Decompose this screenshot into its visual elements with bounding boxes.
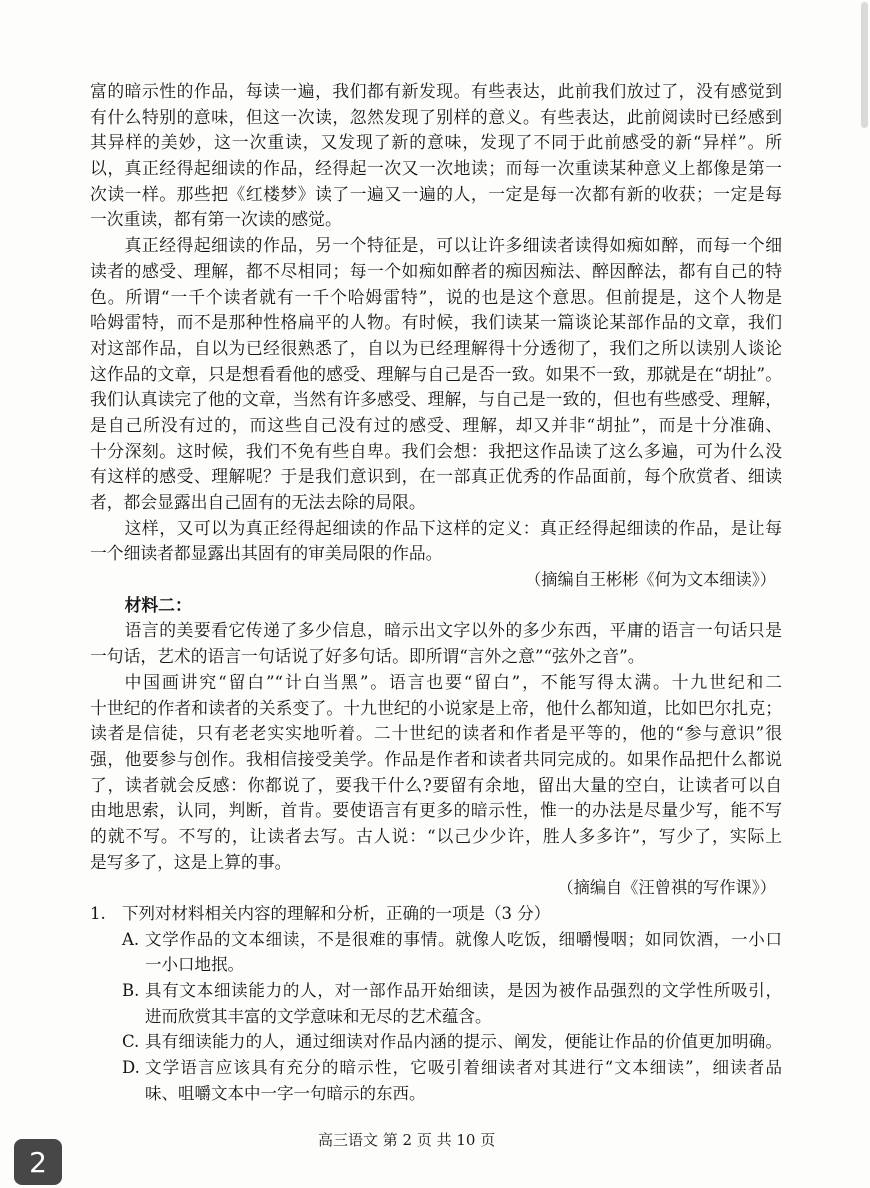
option-b xyxy=(90,978,782,1029)
text-line: 一句话，艺术的语言一句话说了好多句话。即所谓“言外之意”“弦外之音”。 xyxy=(90,646,645,667)
page-footer: 高三语文 第 2 页 共 10 页 xyxy=(318,1131,496,1149)
exam-page-content xyxy=(90,79,782,1107)
option-line xyxy=(90,1055,782,1081)
text-line: 对这部作品，自以为已经很熟悉了，自以为已经理解得十分透彻了，我们之所以读别人谈论 xyxy=(90,337,782,358)
option-label: B. xyxy=(122,981,140,1001)
question-1 xyxy=(90,901,782,1107)
text-line: 了，读者就会反感：你都说了，要我干什么?要留有余地，留出大量的空白，让读者可以自 xyxy=(90,774,782,795)
option-line xyxy=(90,1081,782,1107)
option-a xyxy=(90,927,782,978)
text-line: 一个细读者都显露出其固有的审美局限的作品。 xyxy=(90,543,443,564)
option-label: C. xyxy=(122,1032,140,1052)
text-line: 强，他要参与创作。我相信接受美学。作品是作者和读者共同完成的。如果作品把什么都说 xyxy=(90,748,782,769)
section-heading: 材料二： xyxy=(124,594,192,615)
paragraph xyxy=(90,233,782,516)
material-1-section xyxy=(90,79,782,593)
text-line: 这作品的文章，只是想看看他的感受、理解与自己是否一致。如果不一致，那就是在“胡扯”。 xyxy=(90,363,782,384)
scrollbar-thumb[interactable] xyxy=(861,2,868,128)
page-number-indicator: 2 xyxy=(14,1139,62,1185)
text-line: 富的暗示性的作品，每读一遍，我们都有新发现。有些表达，此前我们放过了，没有感觉到 xyxy=(90,81,782,101)
text-line: 哈姆雷特，而不是那种性格扁平的人物。有时候，我们读某一篇谈论某部作品的文章，我们 xyxy=(90,312,782,333)
option-label: D. xyxy=(122,1058,140,1078)
text-line: 十分深刻。这时候，我们不免有些自卑。我们会想：我把这作品读了这么多遍，可为什么没 xyxy=(90,440,782,461)
question-text: 下列对材料相关内容的理解和分析，正确的一项是（3 分） xyxy=(122,904,551,923)
paragraph xyxy=(90,516,782,567)
option-line xyxy=(90,1029,782,1055)
option-text: 进而欣赏其丰富的文学意味和无尽的艺术蕴含。 xyxy=(145,1006,492,1026)
option-text: 味、咀嚼文本中一字一句暗示的东西。 xyxy=(145,1083,426,1103)
text-line: 的就不写。不写的，让读者去写。古人说：“以己少少许，胜人多多许”，写少了，实际上 xyxy=(90,825,782,846)
text-line: 由地思索，认同，判断，首肯。要使语言有更多的暗示性，惟一的办法是尽量少写，能不写 xyxy=(90,800,782,821)
option-line xyxy=(90,952,782,978)
text-line: 这样，又可以为真正经得起细读的作品下这样的定义：真正经得起细读的作品，是让每 xyxy=(124,517,782,538)
paragraph xyxy=(90,79,782,233)
text-line: 是写多了，这是上算的事。 xyxy=(90,851,292,872)
option-c xyxy=(90,1029,782,1055)
text-line: 色。所谓“一千个读者就有一千个哈姆雷特”，说的也是这个意思。但前提是，这个人物是 xyxy=(90,286,782,307)
option-text: 一小口地抿。 xyxy=(145,955,244,975)
question-number: 1. xyxy=(90,904,106,923)
source-citation: （摘编自《汪曾祺的写作课》） xyxy=(557,878,776,898)
text-line: 十世纪的作者和读者的关系变了。十九世纪的小说家是上帝，他什么都知道，比如巴尔扎克； xyxy=(90,697,782,718)
text-line: 中国画讲究“留白”“计白当黑”。语言也要“留白”，不能写得太满。十九世纪和二 xyxy=(124,671,782,692)
text-line: 一次重读，都有第一次读的感觉。 xyxy=(90,209,342,230)
paragraph xyxy=(90,618,782,669)
text-line: 是自己所没有过的，而这些自己没有过的感受、理解，却又并非“胡扯”，而是十分准确、 xyxy=(90,414,782,435)
text-line: 有什么特别的意味，但这一次读，忽然发现了别样的意义。有些表达，此前阅读时已经感到 xyxy=(90,106,782,127)
option-text: 具有细读能力的人，通过细读对作品内涵的提示、阐发，便能让作品的价值更加明确。 xyxy=(145,1032,782,1052)
text-line: 者，都会显露出自己固有的无法去除的局限。 xyxy=(90,492,426,512)
option-d xyxy=(90,1055,782,1106)
option-line xyxy=(90,927,782,953)
text-line: 真正经得起细读的作品，另一个特征是，可以让许多细读者读得如痴如醉，而每一个细 xyxy=(124,235,782,256)
text-line: 读者的感受、理解，都不尽相同；每一个如痴如醉者的痴因痴法、醉因醉法，都有自己的特 xyxy=(90,260,782,281)
question-stem xyxy=(90,901,782,927)
source-citation: （摘编自王彬彬《何为文本细读》） xyxy=(525,570,776,590)
text-line: 以，真正经得起细读的作品，经得起一次又一次地读；而每一次重读某种意义上都像是第一 xyxy=(90,158,782,179)
text-line: 我们认真读完了他的文章，当然有许多感受、理解，与自己是一致的，但也有些感受、理解， xyxy=(90,389,782,410)
option-text: 具有文本细读能力的人，对一部作品开始细读，是因为被作品强烈的文学性所吸引， xyxy=(145,981,782,1001)
text-line: 其异样的美妙，这一次重读，又发现了新的意味，发现了不同于此前感受的新“异样”。所 xyxy=(90,132,782,153)
option-text: 文学作品的文本细读，不是很难的事情。就像人吃饭，细嚼慢咽；如同饮酒，一小口 xyxy=(145,929,782,949)
option-line xyxy=(90,978,782,1004)
paragraph xyxy=(90,670,782,876)
text-line: 有这样的感受、理解呢？于是我们意识到，在一部真正优秀的作品面前，每个欣赏者、细读 xyxy=(90,466,782,487)
option-label: A. xyxy=(122,929,140,949)
option-line xyxy=(90,1004,782,1030)
text-line: 读者是信徒，只有老老实实地听着。二十世纪的读者和作者是平等的，他的“参与意识”很 xyxy=(90,723,782,744)
text-line: 语言的美要看它传递了多少信息，暗示出文字以外的多少东西，平庸的语言一句话只是 xyxy=(124,620,782,641)
text-line: 次读一样。那些把《红楼梦》读了一遍又一遍的人，一定是每一次都有新的收获；一定是每 xyxy=(90,183,782,204)
option-text: 文学语言应该具有充分的暗示性，它吸引着细读者对其进行“文本细读”，细读者品 xyxy=(145,1058,782,1078)
material-2-section xyxy=(90,593,782,901)
